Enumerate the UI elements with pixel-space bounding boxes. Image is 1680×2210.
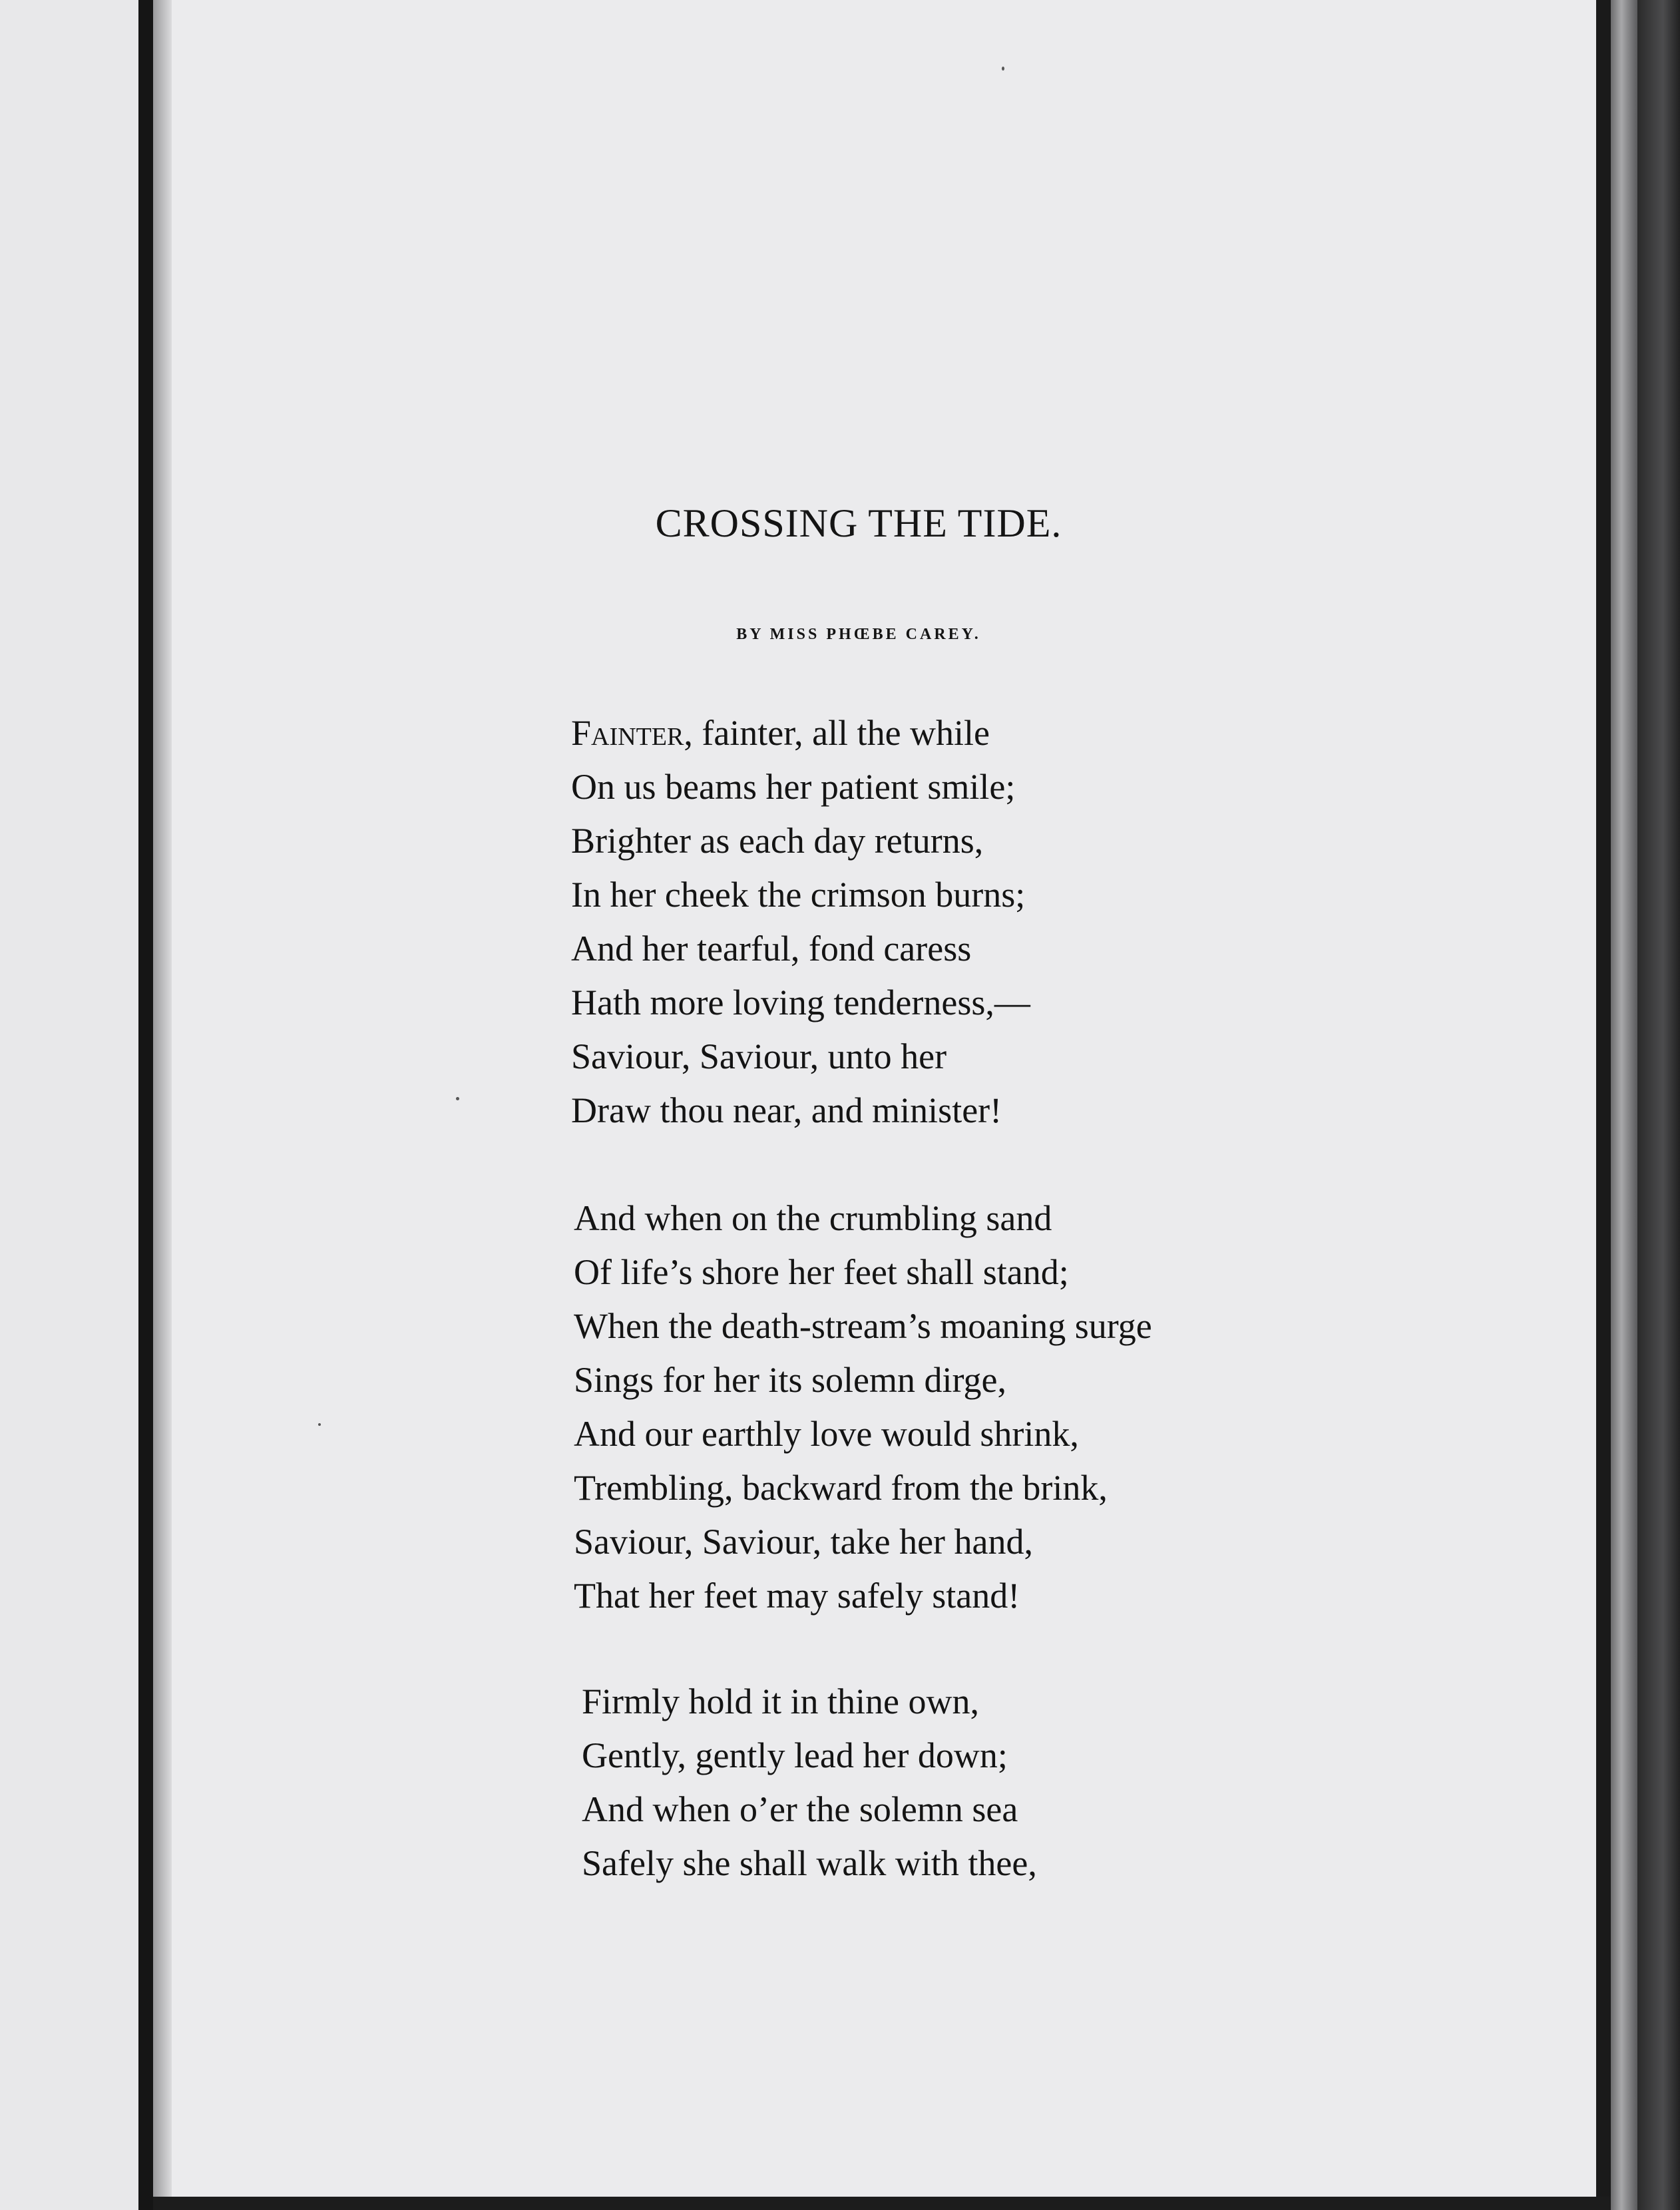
adjacent-page	[0, 0, 140, 2210]
poem-line: Safely she shall walk with thee,	[582, 1843, 1037, 1883]
poem-line: And our earthly love would shrink,	[574, 1414, 1079, 1454]
print-speck	[318, 1423, 321, 1426]
poem-line: Of life’s shore her feet shall stand;	[574, 1252, 1069, 1292]
poem-line: On us beams her patient smile;	[571, 767, 1016, 807]
poem-line: And when on the crumbling sand	[574, 1198, 1052, 1238]
poem-line: Brighter as each day returns,	[571, 821, 984, 861]
poem-title: CROSSING THE TIDE.	[655, 501, 1062, 545]
poem-line: Trembling, backward from the brink,	[574, 1468, 1108, 1508]
stanza-1	[571, 706, 1030, 1138]
page-fore-edge	[1611, 0, 1637, 2210]
drop-word: Fainter	[571, 713, 684, 753]
print-speck	[456, 1097, 459, 1100]
poem-line: Sings for her its solemn dirge,	[574, 1360, 1006, 1400]
poem-line: In her cheek the crimson burns;	[571, 875, 1026, 915]
poem-line	[571, 706, 1030, 760]
poem-line: Hath more loving tenderness,—	[571, 983, 1030, 1022]
gutter-shadow	[153, 0, 172, 2210]
bottom-edge	[153, 2197, 1611, 2210]
poem-line: And her tearful, fond caress	[571, 929, 972, 969]
poem-line: That her feet may safely stand!	[574, 1576, 1020, 1616]
stanza-2	[574, 1192, 1152, 1623]
poem-line: And when o’er the solemn sea	[582, 1789, 1018, 1829]
first-line-rest: , fainter, all the while	[684, 713, 990, 753]
page-edge	[1596, 0, 1611, 2210]
poem-line: When the death-stream’s moaning surge	[574, 1306, 1152, 1346]
gutter-line	[138, 0, 153, 2210]
poem-line: Draw thou near, and minister!	[571, 1090, 1002, 1130]
poem-line: Saviour, Saviour, unto her	[571, 1036, 947, 1076]
stanza-3	[582, 1675, 1037, 1890]
poem-byline: BY MISS PHŒBE CAREY.	[736, 626, 981, 643]
poem-line: Firmly hold it in thine own,	[582, 1681, 980, 1721]
poem-line: Saviour, Saviour, take her hand,	[574, 1522, 1034, 1562]
poem-line: Gently, gently lead her down;	[582, 1735, 1008, 1775]
cover-edge	[1637, 0, 1680, 2210]
print-speck	[1002, 67, 1004, 71]
